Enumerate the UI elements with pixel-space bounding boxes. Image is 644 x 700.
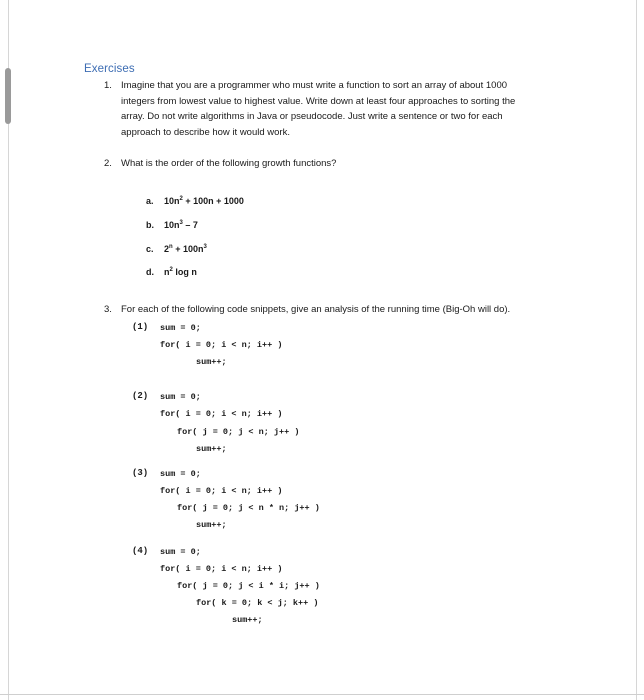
code-line: sum = 0;	[160, 469, 201, 479]
exercises-heading: Exercises	[84, 63, 135, 75]
code-line: sum++;	[232, 615, 263, 625]
q1-line: array. Do not write algorithms in Java or pseudocode. Just write a sentence or two for each	[121, 111, 503, 122]
code-line: for( j = 0; j < n * n; j++ )	[177, 503, 320, 513]
code-line: for( i = 0; i < n; i++ )	[160, 486, 283, 496]
q1-number: 1.	[104, 80, 112, 91]
code-line: for( j = 0; j < i * i; j++ )	[177, 581, 320, 591]
q1-line: Imagine that you are a programmer who must write a function to sort an array of about 1000	[121, 80, 508, 91]
q2-option-b: $10n^3 - 7$	[164, 220, 198, 230]
code-line: for( i = 0; i < n; i++ )	[160, 409, 283, 419]
q1-text	[121, 78, 515, 140]
snippet-label: (4)	[132, 546, 149, 556]
q2-option-letter: a.	[146, 196, 154, 206]
q2-option-letter: c.	[146, 244, 154, 254]
code-line: sum++;	[196, 357, 227, 367]
code-line: sum = 0;	[160, 323, 201, 333]
q2-option-a: $10n^2 + 100n + 1000$	[164, 196, 244, 206]
snippet-label: (3)	[132, 468, 149, 478]
q2-option-letter: b.	[146, 220, 154, 230]
code-line: sum = 0;	[160, 547, 201, 557]
q2-text: What is the order of the following growth functions?	[121, 158, 337, 169]
q1-line: approach to describe how it would work.	[121, 126, 290, 138]
code-line: for( i = 0; i < n; i++ )	[160, 564, 283, 574]
code-line: for( j = 0; j < n; j++ )	[177, 427, 300, 437]
snippet-label: (1)	[132, 322, 149, 332]
page-border-right	[636, 0, 637, 700]
q3-text: For each of the following code snippets, give an analysis of the running time (Big-Oh will do).	[121, 304, 511, 315]
page-bottom-edge	[0, 694, 644, 695]
q2-option-c: $2^n + 100n^3$	[164, 244, 207, 254]
scrollbar-thumb[interactable]	[5, 68, 11, 124]
code-line: sum = 0;	[160, 392, 201, 402]
q2-option-d: $n^2$ log n	[164, 267, 197, 277]
q2-option-letter: d.	[146, 267, 154, 277]
q3-number: 3.	[104, 304, 112, 315]
q1-line: integers from lowest value to highest value. Write down at least four approaches to sorting the	[121, 95, 516, 107]
code-line: sum++;	[196, 444, 227, 454]
code-line: for( i = 0; i < n; i++ )	[160, 340, 283, 350]
snippet-label: (2)	[132, 391, 149, 401]
q2-number: 2.	[104, 158, 112, 169]
code-line: for( k = 0; k < j; k++ )	[196, 598, 319, 608]
code-line: sum++;	[196, 520, 227, 530]
